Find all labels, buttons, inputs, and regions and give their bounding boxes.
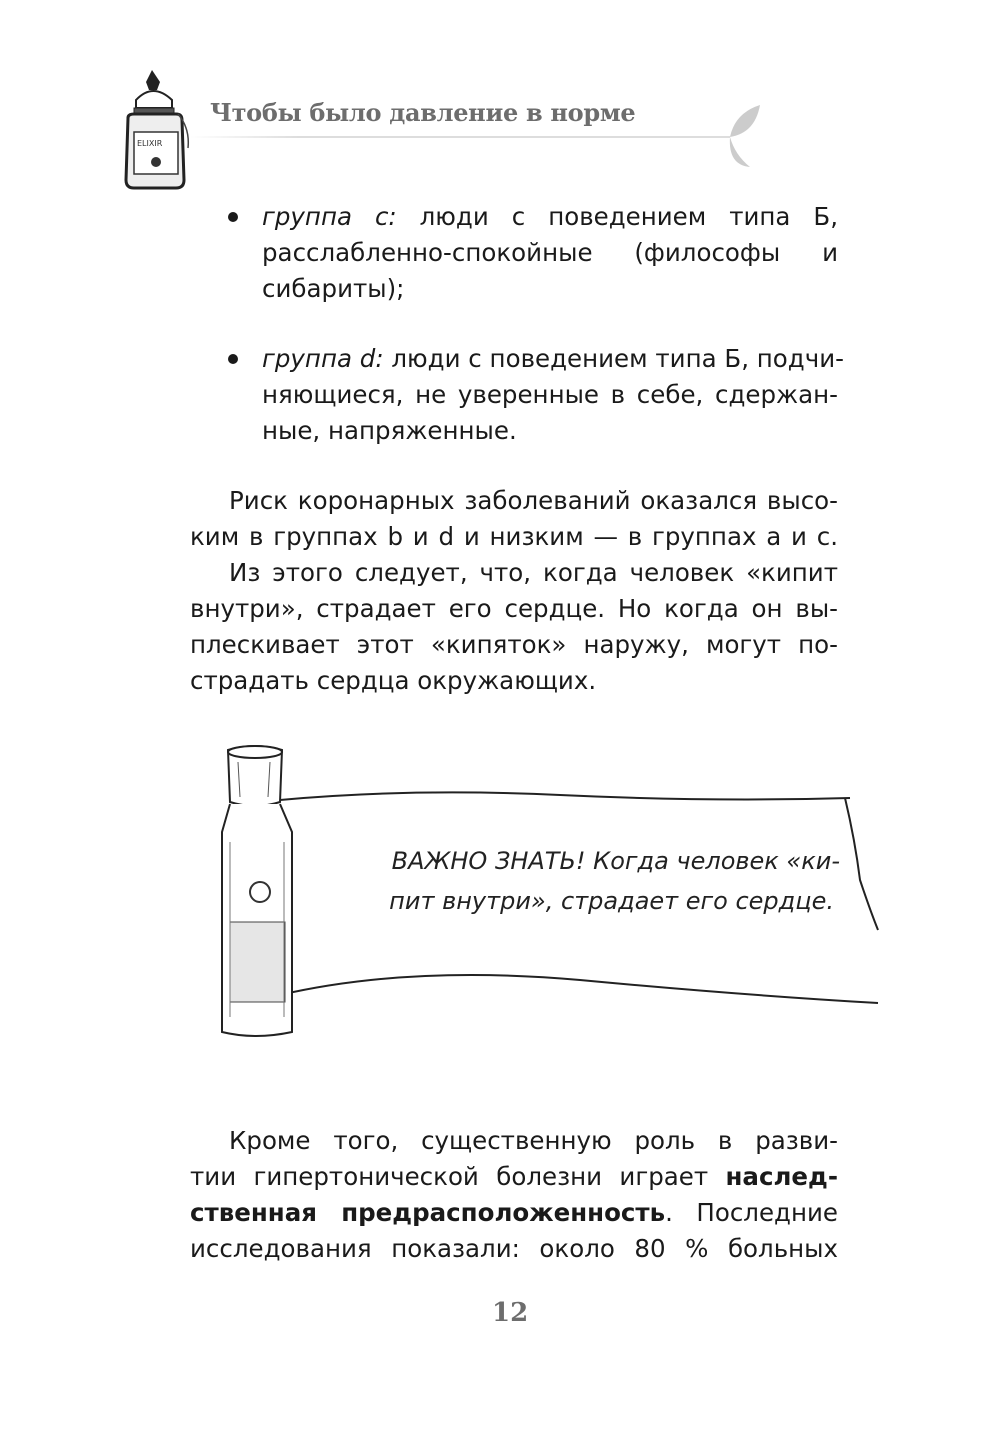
paragraph-2-line-3: плескивает этот «кипяток» наружу, могут по- bbox=[190, 630, 838, 659]
paragraph-3-line-1: Кроме того, существенную роль в разви- bbox=[229, 1126, 838, 1155]
bullet-d-line-2: няющиеся, не уверенные в себе, сдержан- bbox=[262, 380, 838, 409]
paragraph-3-line-2: тии гипертонической болезни играет наслед- bbox=[190, 1162, 838, 1191]
leaf-ornament-icon bbox=[700, 105, 760, 170]
page-number: 12 bbox=[492, 1298, 529, 1328]
bullet-dot bbox=[228, 212, 238, 222]
bullet-d-line-3: ные, напряженные. bbox=[262, 416, 517, 445]
paragraph-3-line-4: исследования показали: около 80 % больных bbox=[190, 1234, 838, 1263]
bullet-dot bbox=[228, 354, 238, 364]
paragraph-2-line-2: внутри», страдает его сердце. Но когда он вы- bbox=[190, 594, 838, 623]
svg-text:ELIXIR: ELIXIR bbox=[137, 139, 163, 148]
header-divider bbox=[190, 136, 730, 138]
bullet-d-line-1: группа d: люди с поведением типа Б, подчи- bbox=[262, 344, 844, 373]
bullet-c-line-1: группа c: люди с поведением типа Б, bbox=[262, 202, 838, 231]
callout-line-1: ВАЖНО ЗНАТЬ! Когда человек «ки- bbox=[391, 847, 840, 875]
running-header-title: Чтобы было давление в норме bbox=[210, 98, 636, 127]
paragraph-3-line-3: ственная предрасположенность. Последние bbox=[190, 1198, 838, 1227]
bullet-c-line-3: сибариты); bbox=[262, 274, 405, 303]
paragraph-2-line-1: Из этого следует, что, когда человек «кипит bbox=[229, 558, 838, 587]
elixir-jar-icon bbox=[118, 68, 198, 193]
paragraph-2-line-4: страдать сердца окружающих. bbox=[190, 666, 597, 695]
potion-bottle-illustration bbox=[200, 742, 310, 1042]
paragraph-1-line-1: Риск коронарных заболеваний оказался высо- bbox=[229, 486, 838, 515]
bullet-c-line-2: расслабленно-спокойные (философы и bbox=[262, 238, 838, 267]
paragraph-1-line-2: ким в группах b и d и низким — в группах а и с. bbox=[190, 522, 838, 551]
callout-line-2: пит внутри», страдает его сердце. bbox=[389, 887, 834, 915]
